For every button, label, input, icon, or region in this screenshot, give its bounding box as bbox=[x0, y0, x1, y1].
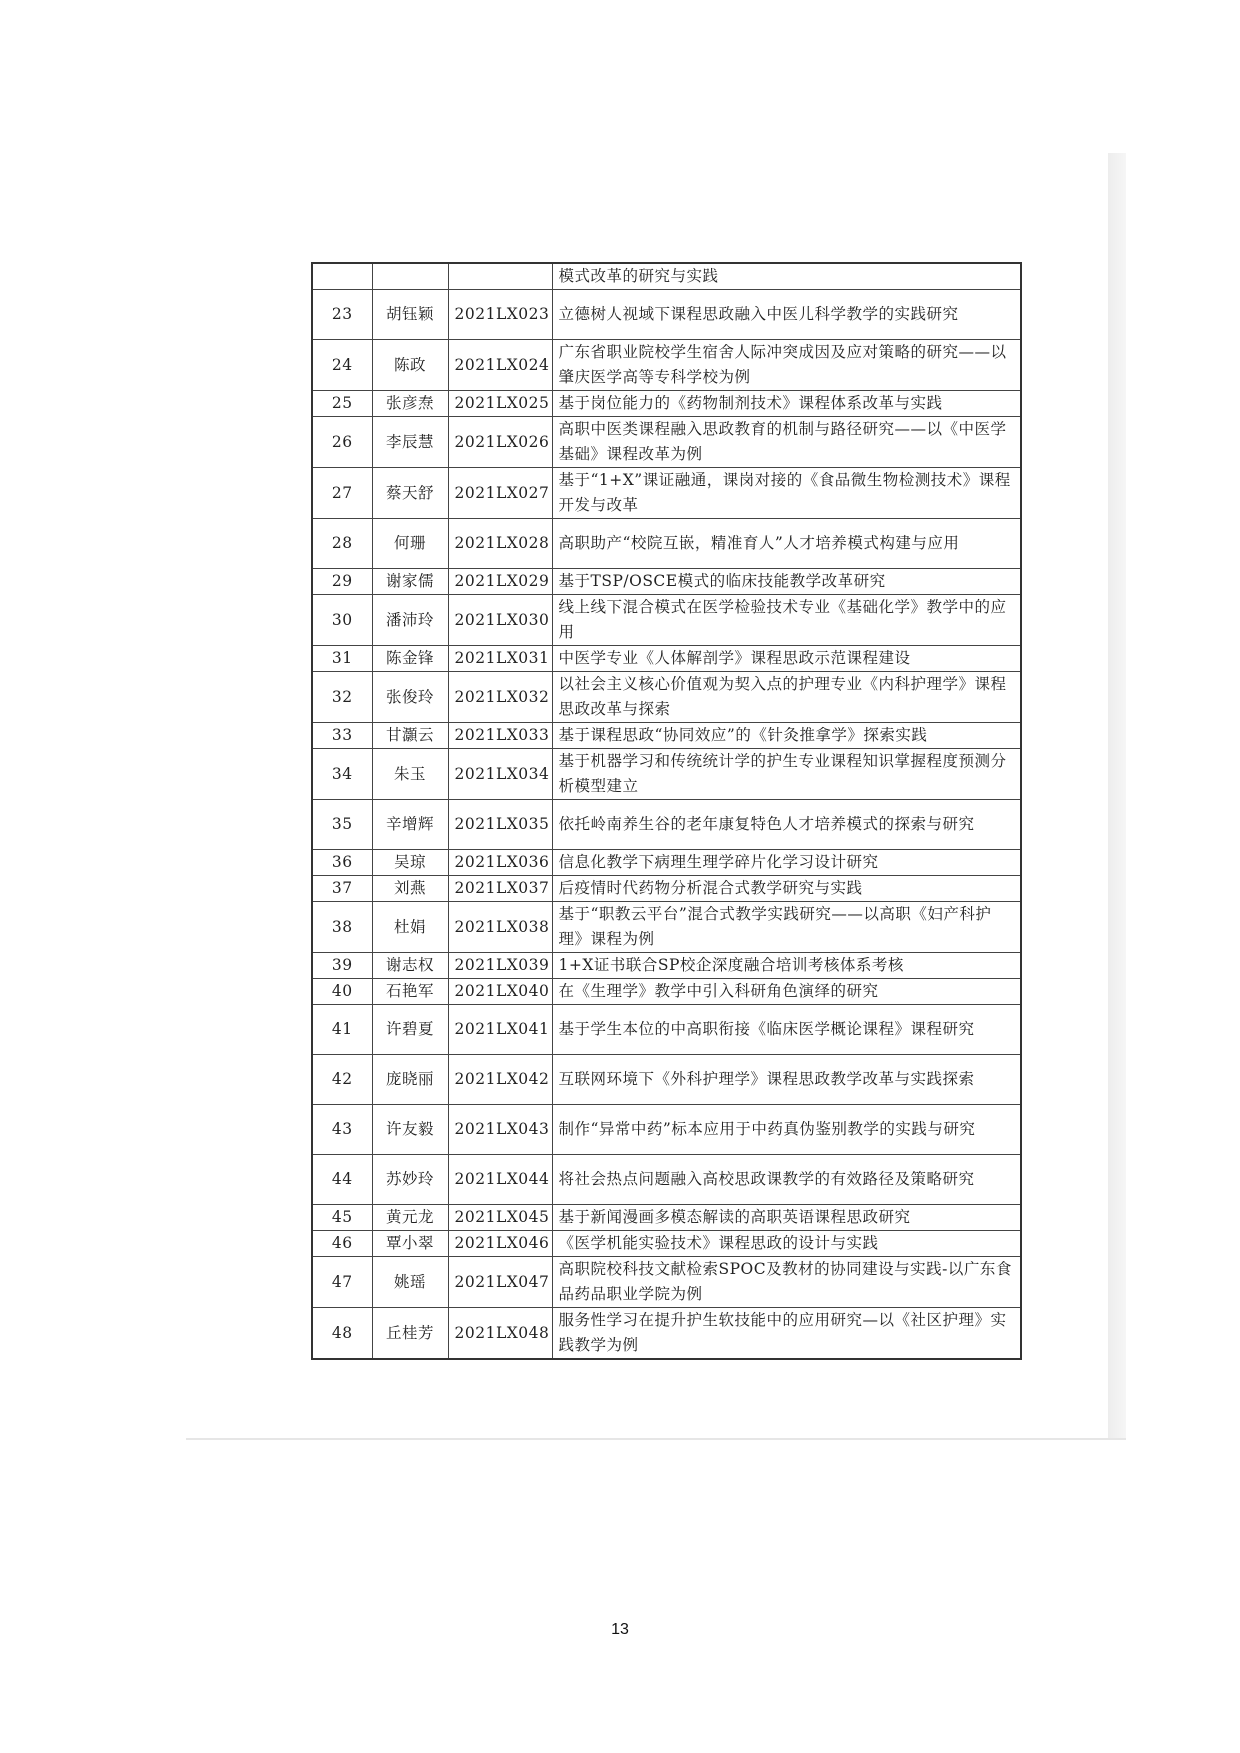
cell-code: 2021LX023 bbox=[448, 290, 552, 340]
cell-name: 许友毅 bbox=[372, 1105, 448, 1155]
cell-no: 30 bbox=[312, 595, 372, 646]
table-row bbox=[312, 902, 1021, 953]
table-row bbox=[312, 417, 1021, 468]
cell-code: 2021LX034 bbox=[448, 749, 552, 800]
cell-title: 线上线下混合模式在医学检验技术专业《基础化学》教学中的应用 bbox=[552, 595, 1021, 646]
cell-no: 38 bbox=[312, 902, 372, 953]
table-row bbox=[312, 391, 1021, 417]
cell-no: 23 bbox=[312, 290, 372, 340]
cell-name: 姚瑶 bbox=[372, 1257, 448, 1308]
cell-name: 吴琼 bbox=[372, 850, 448, 876]
table-row bbox=[312, 646, 1021, 672]
table-row bbox=[312, 569, 1021, 595]
cell-code: 2021LX047 bbox=[448, 1257, 552, 1308]
table-row bbox=[312, 1155, 1021, 1205]
table-row bbox=[312, 672, 1021, 723]
cell-title: 基于“1+X”课证融通，课岗对接的《食品微生物检测技术》课程开发与改革 bbox=[552, 468, 1021, 519]
cell-no: 46 bbox=[312, 1231, 372, 1257]
page-number: 13 bbox=[611, 1621, 629, 1638]
cell-name bbox=[372, 263, 448, 290]
cell-code: 2021LX043 bbox=[448, 1105, 552, 1155]
cell-code: 2021LX040 bbox=[448, 979, 552, 1005]
cell-title: 立德树人视域下课程思政融入中医儿科学教学的实践研究 bbox=[552, 290, 1021, 340]
cell-no: 28 bbox=[312, 519, 372, 569]
cell-name: 刘燕 bbox=[372, 876, 448, 902]
cell-title: 以社会主义核心价值观为契入点的护理专业《内科护理学》课程思政改革与探索 bbox=[552, 672, 1021, 723]
cell-code: 2021LX036 bbox=[448, 850, 552, 876]
cell-no: 40 bbox=[312, 979, 372, 1005]
cell-code: 2021LX038 bbox=[448, 902, 552, 953]
cell-code: 2021LX032 bbox=[448, 672, 552, 723]
cell-title: 1+X证书联合SP校企深度融合培训考核体系考核 bbox=[552, 953, 1021, 979]
cell-title: 信息化教学下病理生理学碎片化学习设计研究 bbox=[552, 850, 1021, 876]
table-row bbox=[312, 1105, 1021, 1155]
cell-title: 互联网环境下《外科护理学》课程思政教学改革与实践探索 bbox=[552, 1055, 1021, 1105]
cell-title: 广东省职业院校学生宿舍人际冲突成因及应对策略的研究——以肇庆医学高等专科学校为例 bbox=[552, 340, 1021, 391]
cell-no: 36 bbox=[312, 850, 372, 876]
cell-name: 黄元龙 bbox=[372, 1205, 448, 1231]
cell-name: 石艳军 bbox=[372, 979, 448, 1005]
cell-title: 基于机器学习和传统统计学的护生专业课程知识掌握程度预测分析模型建立 bbox=[552, 749, 1021, 800]
cell-title: 基于TSP/OSCE模式的临床技能教学改革研究 bbox=[552, 569, 1021, 595]
cell-name: 朱玉 bbox=[372, 749, 448, 800]
cell-no: 47 bbox=[312, 1257, 372, 1308]
cell-name: 辛增辉 bbox=[372, 800, 448, 850]
table-row bbox=[312, 468, 1021, 519]
cell-name: 胡钰颖 bbox=[372, 290, 448, 340]
cell-title: 服务性学习在提升护生软技能中的应用研究—以《社区护理》实践教学为例 bbox=[552, 1308, 1021, 1360]
cell-code: 2021LX024 bbox=[448, 340, 552, 391]
cell-title: 《医学机能实验技术》课程思政的设计与实践 bbox=[552, 1231, 1021, 1257]
cell-title: 基于新闻漫画多模态解读的高职英语课程思政研究 bbox=[552, 1205, 1021, 1231]
cell-title: 后疫情时代药物分析混合式教学研究与实践 bbox=[552, 876, 1021, 902]
cell-no: 48 bbox=[312, 1308, 372, 1360]
table-row bbox=[312, 876, 1021, 902]
cell-name: 许碧夏 bbox=[372, 1005, 448, 1055]
cell-title: 高职院校科技文献检索SPOC及教材的协同建设与实践-以广东食品药品职业学院为例 bbox=[552, 1257, 1021, 1308]
cell-no: 25 bbox=[312, 391, 372, 417]
cell-code: 2021LX048 bbox=[448, 1308, 552, 1360]
project-table-body bbox=[312, 263, 1021, 1359]
cell-no: 33 bbox=[312, 723, 372, 749]
cell-title: 基于学生本位的中高职衔接《临床医学概论课程》课程研究 bbox=[552, 1005, 1021, 1055]
cell-name: 丘桂芳 bbox=[372, 1308, 448, 1360]
cell-code: 2021LX028 bbox=[448, 519, 552, 569]
table-row bbox=[312, 1055, 1021, 1105]
cell-no: 24 bbox=[312, 340, 372, 391]
cell-title: 制作“异常中药”标本应用于中药真伪鉴别教学的实践与研究 bbox=[552, 1105, 1021, 1155]
cell-code: 2021LX030 bbox=[448, 595, 552, 646]
cell-name: 谢志权 bbox=[372, 953, 448, 979]
cell-no: 34 bbox=[312, 749, 372, 800]
cell-name: 潘沛玲 bbox=[372, 595, 448, 646]
table-row bbox=[312, 1205, 1021, 1231]
cell-no: 27 bbox=[312, 468, 372, 519]
cell-no: 31 bbox=[312, 646, 372, 672]
cell-name: 张彦焘 bbox=[372, 391, 448, 417]
table-row bbox=[312, 1005, 1021, 1055]
cell-title: 依托岭南养生谷的老年康复特色人才培养模式的探索与研究 bbox=[552, 800, 1021, 850]
table-row bbox=[312, 1231, 1021, 1257]
cell-no: 41 bbox=[312, 1005, 372, 1055]
scan-shadow-edge bbox=[1108, 153, 1126, 1438]
cell-code: 2021LX033 bbox=[448, 723, 552, 749]
cell-code: 2021LX039 bbox=[448, 953, 552, 979]
project-table bbox=[311, 262, 1022, 1360]
cell-code: 2021LX045 bbox=[448, 1205, 552, 1231]
cell-code bbox=[448, 263, 552, 290]
cell-no: 45 bbox=[312, 1205, 372, 1231]
cell-code: 2021LX044 bbox=[448, 1155, 552, 1205]
cell-code: 2021LX027 bbox=[448, 468, 552, 519]
cell-name: 覃小翠 bbox=[372, 1231, 448, 1257]
cell-title: 基于岗位能力的《药物制剂技术》课程体系改革与实践 bbox=[552, 391, 1021, 417]
cell-name: 李辰慧 bbox=[372, 417, 448, 468]
cell-no: 43 bbox=[312, 1105, 372, 1155]
cell-code: 2021LX042 bbox=[448, 1055, 552, 1105]
cell-code: 2021LX031 bbox=[448, 646, 552, 672]
cell-title: 基于课程思政“协同效应”的《针灸推拿学》探索实践 bbox=[552, 723, 1021, 749]
cell-title: 中医学专业《人体解剖学》课程思政示范课程建设 bbox=[552, 646, 1021, 672]
cell-title: 高职助产“校院互嵌，精准育人”人才培养模式构建与应用 bbox=[552, 519, 1021, 569]
cell-code: 2021LX046 bbox=[448, 1231, 552, 1257]
table-row bbox=[312, 1308, 1021, 1360]
cell-name: 杜娟 bbox=[372, 902, 448, 953]
cell-code: 2021LX037 bbox=[448, 876, 552, 902]
cell-no: 42 bbox=[312, 1055, 372, 1105]
cell-no: 26 bbox=[312, 417, 372, 468]
cell-code: 2021LX025 bbox=[448, 391, 552, 417]
cell-name: 张俊玲 bbox=[372, 672, 448, 723]
table-row bbox=[312, 850, 1021, 876]
table-row bbox=[312, 723, 1021, 749]
cell-code: 2021LX041 bbox=[448, 1005, 552, 1055]
cell-title: 将社会热点问题融入高校思政课教学的有效路径及策略研究 bbox=[552, 1155, 1021, 1205]
cell-no: 37 bbox=[312, 876, 372, 902]
cell-no: 32 bbox=[312, 672, 372, 723]
table-row bbox=[312, 979, 1021, 1005]
table-row bbox=[312, 800, 1021, 850]
cell-name: 庞晓丽 bbox=[372, 1055, 448, 1105]
cell-no: 35 bbox=[312, 800, 372, 850]
cell-code: 2021LX035 bbox=[448, 800, 552, 850]
cell-name: 陈政 bbox=[372, 340, 448, 391]
cell-title: 模式改革的研究与实践 bbox=[552, 263, 1021, 290]
table-row bbox=[312, 1257, 1021, 1308]
cell-name: 蔡天舒 bbox=[372, 468, 448, 519]
cell-no bbox=[312, 263, 372, 290]
cell-name: 甘灝云 bbox=[372, 723, 448, 749]
cell-no: 29 bbox=[312, 569, 372, 595]
cell-code: 2021LX029 bbox=[448, 569, 552, 595]
cell-no: 39 bbox=[312, 953, 372, 979]
cell-code: 2021LX026 bbox=[448, 417, 552, 468]
cell-title: 基于“职教云平台”混合式教学实践研究——以高职《妇产科护理》课程为例 bbox=[552, 902, 1021, 953]
cell-name: 陈金锋 bbox=[372, 646, 448, 672]
table-row bbox=[312, 953, 1021, 979]
cell-no: 44 bbox=[312, 1155, 372, 1205]
table-row bbox=[312, 340, 1021, 391]
table-row bbox=[312, 263, 1021, 290]
table-row bbox=[312, 749, 1021, 800]
table-row bbox=[312, 595, 1021, 646]
cell-title: 高职中医类课程融入思政教育的机制与路径研究——以《中医学基础》课程改革为例 bbox=[552, 417, 1021, 468]
cell-title: 在《生理学》教学中引入科研角色演绎的研究 bbox=[552, 979, 1021, 1005]
cell-name: 苏妙玲 bbox=[372, 1155, 448, 1205]
cell-name: 何珊 bbox=[372, 519, 448, 569]
table-row bbox=[312, 519, 1021, 569]
cell-name: 谢家儒 bbox=[372, 569, 448, 595]
table-row bbox=[312, 290, 1021, 340]
